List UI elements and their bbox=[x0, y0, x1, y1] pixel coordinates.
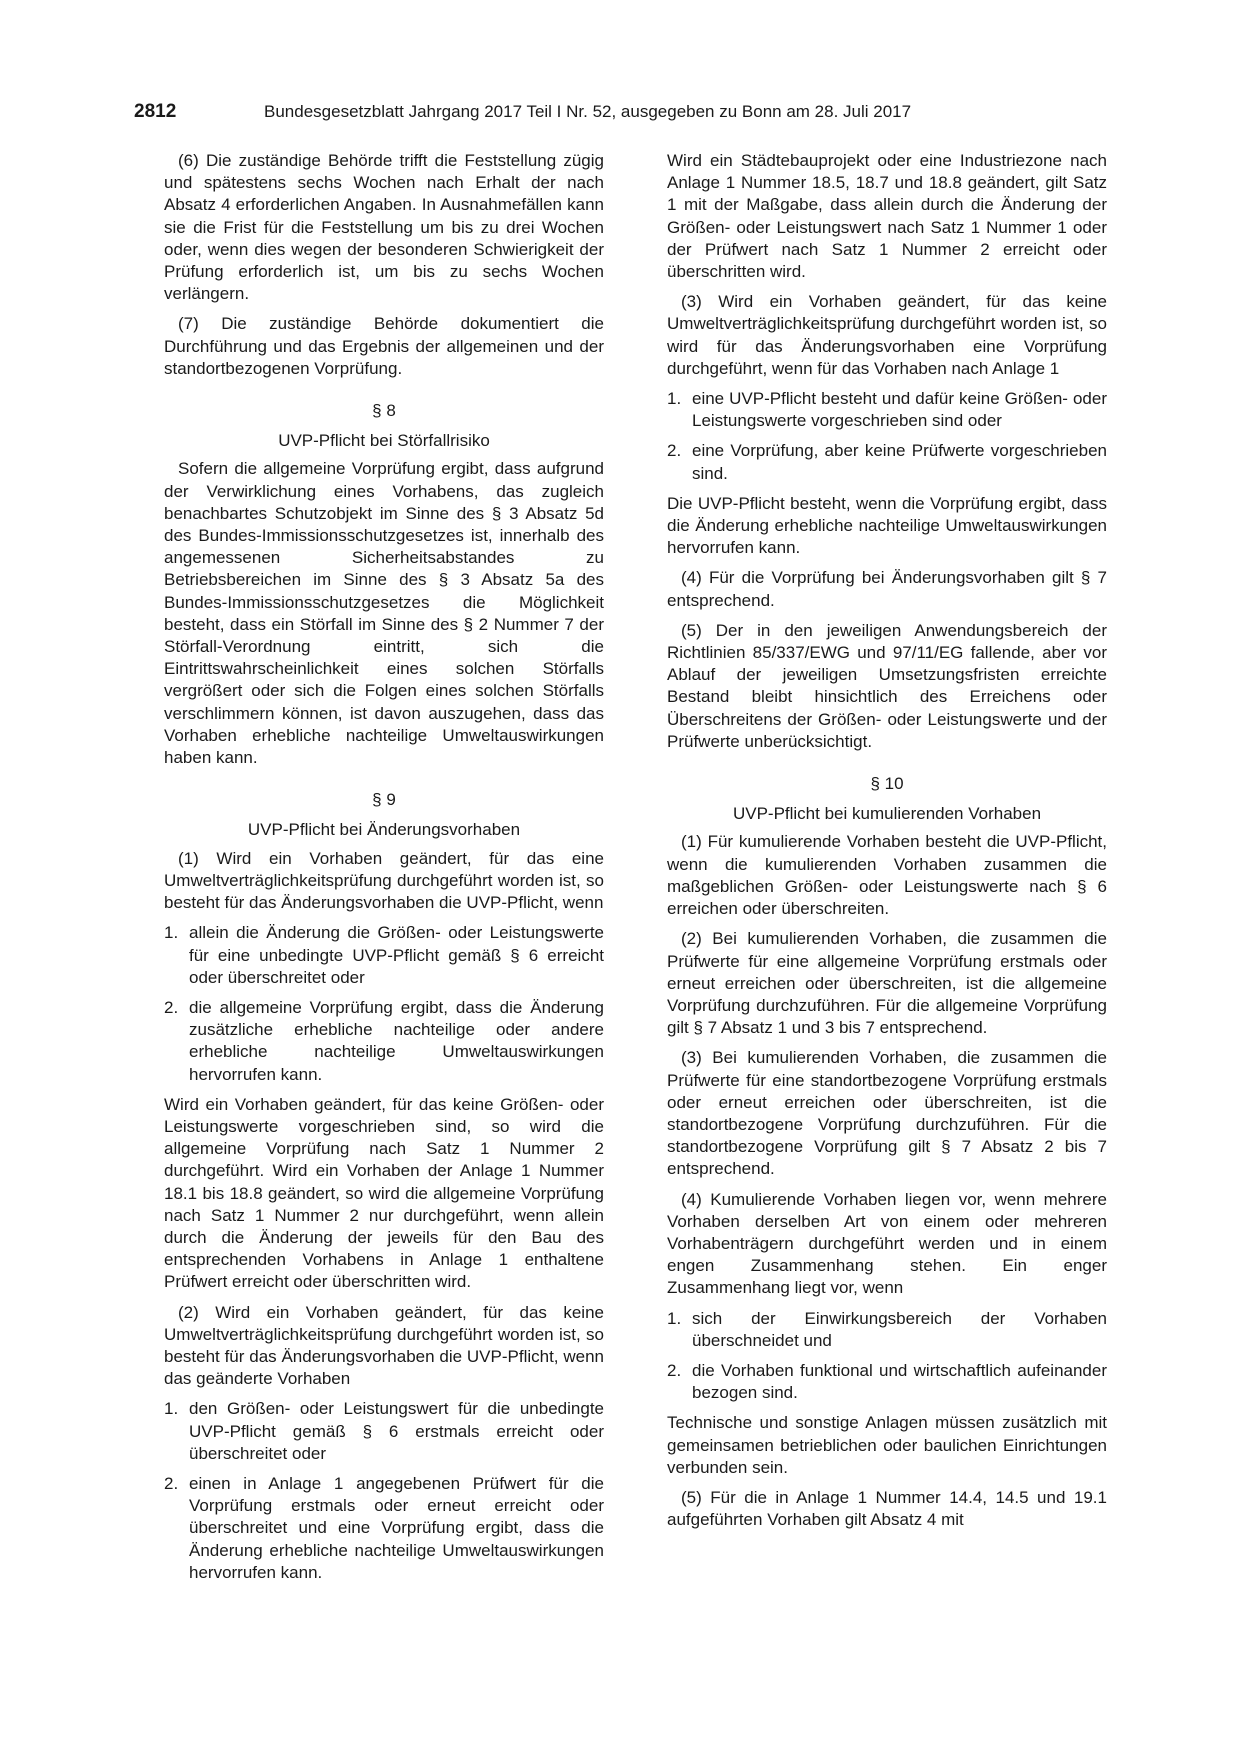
section-8-title: UVP-Pflicht bei Störfallrisiko bbox=[278, 431, 490, 451]
section-10-paragraph-4-continuation: Technische und sonstige Anlagen müssen zusätzlich mit gemeinsamen betrieblichen oder baulichen Einrichtungen verbunden sein. bbox=[667, 1413, 1107, 1477]
section-9-paragraph-5: (5) Der in den jeweiligen Anwendungsbereich der Richtlinien 85/337/EWG und 97/11/EG fallende, aber vor Ablauf der jeweiligen Umsetzungsfristen erreichte Bestand bleibt hinsichtlich des Erreichens oder Überschreitens der Größen- oder Leistungswerte und der Prüfwerte unberücksichtigt. bbox=[667, 620, 1107, 751]
list-item-text: die allgemeine Vorprüfung ergibt, dass die Änderung zusätzliche erhebliche nachteilige oder andere erhebliche nachteilige Umweltauswirkungen hervorrufen kann. bbox=[189, 997, 604, 1084]
section-9-paragraph-2-continuation: Wird ein Städtebauprojekt oder eine Industriezone nach Anlage 1 Nummer 18.5, 18.7 und 18.8 geändert, gilt Satz 1 mit der Maßgabe, dass allein durch die Änderung der Größen- oder Leistungswert nach Satz 1 Nummer 1 oder der Prüfwert nach Satz 1 Nummer 2 erreicht oder überschritten wird. bbox=[667, 151, 1107, 282]
section-10-title: UVP-Pflicht bei kumulierenden Vorhaben bbox=[732, 804, 1042, 824]
page-number: 2812 bbox=[134, 101, 177, 122]
section-9-paragraph-4: (4) Für die Vorprüfung bei Änderungsvorhaben gilt § 7 entsprechend. bbox=[667, 568, 1107, 610]
section-8-text: Sofern die allgemeine Vorprüfung ergibt, dass aufgrund der Verwirklichung eines Vorhabens, das zugleich benachbartes Schutzobjekt im Sinne des § 3 Absatz 5d des Bundes-Immissionsschutzgesetzes ist, innerhalb des angemessenen Sicherheitsabstandes zu Betriebsbereichen im Sinne des § 3 Absatz 5a des Bundes-Immissionsschutzgesetzes die Möglichkeit besteht, dass ein Störfall im Sinne des § 2 Nummer 7 der Störfall-Verordnung eintritt, sich die Eintrittswahrscheinlichkeit eines solchen Störfalls vergrößert oder sich die Folgen eines solchen Störfalls verschlimmern können, ist davon auszugehen, dass das Vorhaben erhebliche nachteilige Umweltauswirkungen haben kann. bbox=[164, 459, 604, 768]
list-item-number: 2. bbox=[667, 441, 682, 461]
section-9-paragraph-1-continuation: Wird ein Vorhaben geändert, für das keine Größen- oder Leistungswerte vorgeschrieben sind, so wird die allgemeine Vorprüfung nach Satz 1 Nummer 2 durchgeführt. Wird ein Vorhaben der Anlage 1 Nummer 18.1 bis 18.8 geändert, so wird die allgemeine Vorprüfung nach Satz 1 Nummer 2 nur durchgeführt, wenn allein durch die Änderung der jeweils für den Bau des entsprechenden Vorhabens in Anlage 1 enthaltene Prüfwert erreicht oder überschritten wird. bbox=[164, 1094, 604, 1292]
page-header bbox=[134, 100, 1109, 126]
section-10-paragraph-4: (4) Kumulierende Vorhaben liegen vor, wenn mehrere Vorhaben derselben Art von einem oder mehreren Vorhabenträgern durchgeführt werden und in einem engen Zusammenhang stehen. Ein enger Zusammenhang liegt vor, wenn bbox=[667, 1189, 1107, 1298]
section-9-paragraph-3-list bbox=[667, 388, 1107, 485]
list-item-number: 1. bbox=[667, 389, 682, 409]
running-head: Bundesgesetzblatt Jahrgang 2017 Teil I Nr. 52, ausgegeben zu Bonn am 28. Juli 2017 bbox=[264, 102, 912, 121]
right-column bbox=[667, 150, 1107, 1539]
list-item-number: 2. bbox=[164, 997, 179, 1017]
section-10-paragraph-1: (1) Für kumulierende Vorhaben besteht die UVP-Pflicht, wenn die kumulierenden Vorhaben zusammen die maßgeblichen Größen- oder Leistungswerte nach § 6 erreichen oder überschreiten. bbox=[667, 832, 1107, 919]
list-item bbox=[667, 1308, 1107, 1352]
list-item bbox=[667, 1360, 1107, 1404]
section-9-paragraph-3-continuation: Die UVP-Pflicht besteht, wenn die Vorprüfung ergibt, dass die Änderung erhebliche nachteilige Umweltauswirkungen hervorrufen kann. bbox=[667, 493, 1107, 558]
list-item bbox=[667, 388, 1107, 432]
list-item-text: sich der Einwirkungsbereich der Vorhaben überschneidet und bbox=[692, 1308, 1107, 1350]
list-item bbox=[164, 1398, 604, 1465]
section-10-paragraph-2: (2) Bei kumulierenden Vorhaben, die zusammen die Prüfwerte für eine allgemeine Vorprüfung erstmals oder erneut erreichen oder überschreiten, ist die allgemeine Vorprüfung durchzuführen. Für die allgemeine Vorprüfung gilt § 7 Absatz 1 und 3 bis 7 entsprechend. bbox=[667, 929, 1107, 1038]
section-8-number: § 8 bbox=[372, 401, 396, 421]
section-10-paragraph-4-list bbox=[667, 1308, 1107, 1405]
list-item-number: 1. bbox=[164, 923, 179, 943]
section-9-number: § 9 bbox=[372, 790, 396, 810]
list-item-text: den Größen- oder Leistungswert für die unbedingte UVP-Pflicht gemäß § 6 erstmals erreicht oder überschreitet oder bbox=[189, 1399, 604, 1463]
list-item-number: 2. bbox=[164, 1473, 179, 1493]
section-9-paragraph-2: (2) Wird ein Vorhaben geändert, für das keine Umweltverträglichkeitsprüfung durchgeführt worden ist, so besteht für das Änderungsvorhaben die UVP-Pflicht, wenn das geänderte Vorhaben bbox=[164, 1302, 604, 1389]
list-item bbox=[667, 440, 1107, 484]
section-10-number: § 10 bbox=[870, 774, 904, 794]
list-item bbox=[164, 922, 604, 989]
list-item-number: 1. bbox=[667, 1308, 682, 1328]
section-9-paragraph-1: (1) Wird ein Vorhaben geändert, für das eine Umweltverträglichkeitsprüfung durchgeführt worden ist, so besteht für das Änderungsvorhaben die UVP-Pflicht, wenn bbox=[164, 848, 604, 913]
paragraph-7-7: (7) Die zuständige Behörde dokumentiert die Durchführung und das Ergebnis der allgemeinen und der standortbezogenen Vorprüfung. bbox=[164, 314, 604, 378]
left-column bbox=[164, 150, 604, 1592]
list-item-text: einen in Anlage 1 angegebenen Prüfwert für die Vorprüfung erstmals oder erneut erreicht oder überschreitet und eine Vorprüfung ergibt, dass die Änderung erhebliche nachteilige Umweltauswirkungen hervorrufen kann. bbox=[189, 1473, 604, 1582]
section-9-paragraph-2-list bbox=[164, 1398, 604, 1584]
list-item-text: die Vorhaben funktional und wirtschaftlich aufeinander bezogen sind. bbox=[692, 1360, 1107, 1403]
list-item-number: 2. bbox=[667, 1360, 682, 1380]
section-9-paragraph-1-list bbox=[164, 922, 604, 1085]
list-item bbox=[164, 997, 604, 1086]
section-10-paragraph-3: (3) Bei kumulierenden Vorhaben, die zusammen die Prüfwerte für eine standortbezogene Vorprüfung erstmals oder erneut erreichen oder überschreiten, ist die standortbezogene Vorprüfung durchzuführen. Für die standortbezogene Vorprüfung gilt § 7 Absatz 2 bis 7 entsprechend. bbox=[667, 1048, 1107, 1179]
list-item-text: allein die Änderung die Größen- oder Leistungswerte für eine unbedingte UVP-Pflicht gemäß § 6 erreicht oder überschreitet oder bbox=[189, 923, 604, 987]
paragraph-7-6: (6) Die zuständige Behörde trifft die Feststellung zügig und spätestens sechs Wochen nach Erhalt der nach Absatz 4 erforderlichen Angaben. In Ausnahmefällen kann sie die Frist für die Feststellung um bis zu drei Wochen oder, wenn dies wegen der besonderen Schwierigkeit der Prüfung erforderlich ist, um bis zu sechs Wochen verlängern. bbox=[164, 151, 604, 304]
list-item-text: eine Vorprüfung, aber keine Prüfwerte vorgeschrieben sind. bbox=[692, 441, 1107, 483]
section-9-title: UVP-Pflicht bei Änderungsvorhaben bbox=[247, 820, 521, 840]
section-9-paragraph-3: (3) Wird ein Vorhaben geändert, für das keine Umweltverträglichkeitsprüfung durchgeführt worden ist, so wird für das Änderungsvorhaben eine Vorprüfung durchgeführt, wenn für das Vorhaben nach Anlage 1 bbox=[667, 292, 1107, 378]
list-item-text: eine UVP-Pflicht besteht und dafür keine Größen- oder Leistungswerte vorgeschrieben sind oder bbox=[692, 389, 1107, 431]
list-item bbox=[164, 1473, 604, 1584]
list-item-number: 1. bbox=[164, 1399, 179, 1419]
section-10-paragraph-5: (5) Für die in Anlage 1 Nummer 14.4, 14.5 und 19.1 aufgeführten Vorhaben gilt Absatz 4 mit bbox=[667, 1487, 1107, 1530]
